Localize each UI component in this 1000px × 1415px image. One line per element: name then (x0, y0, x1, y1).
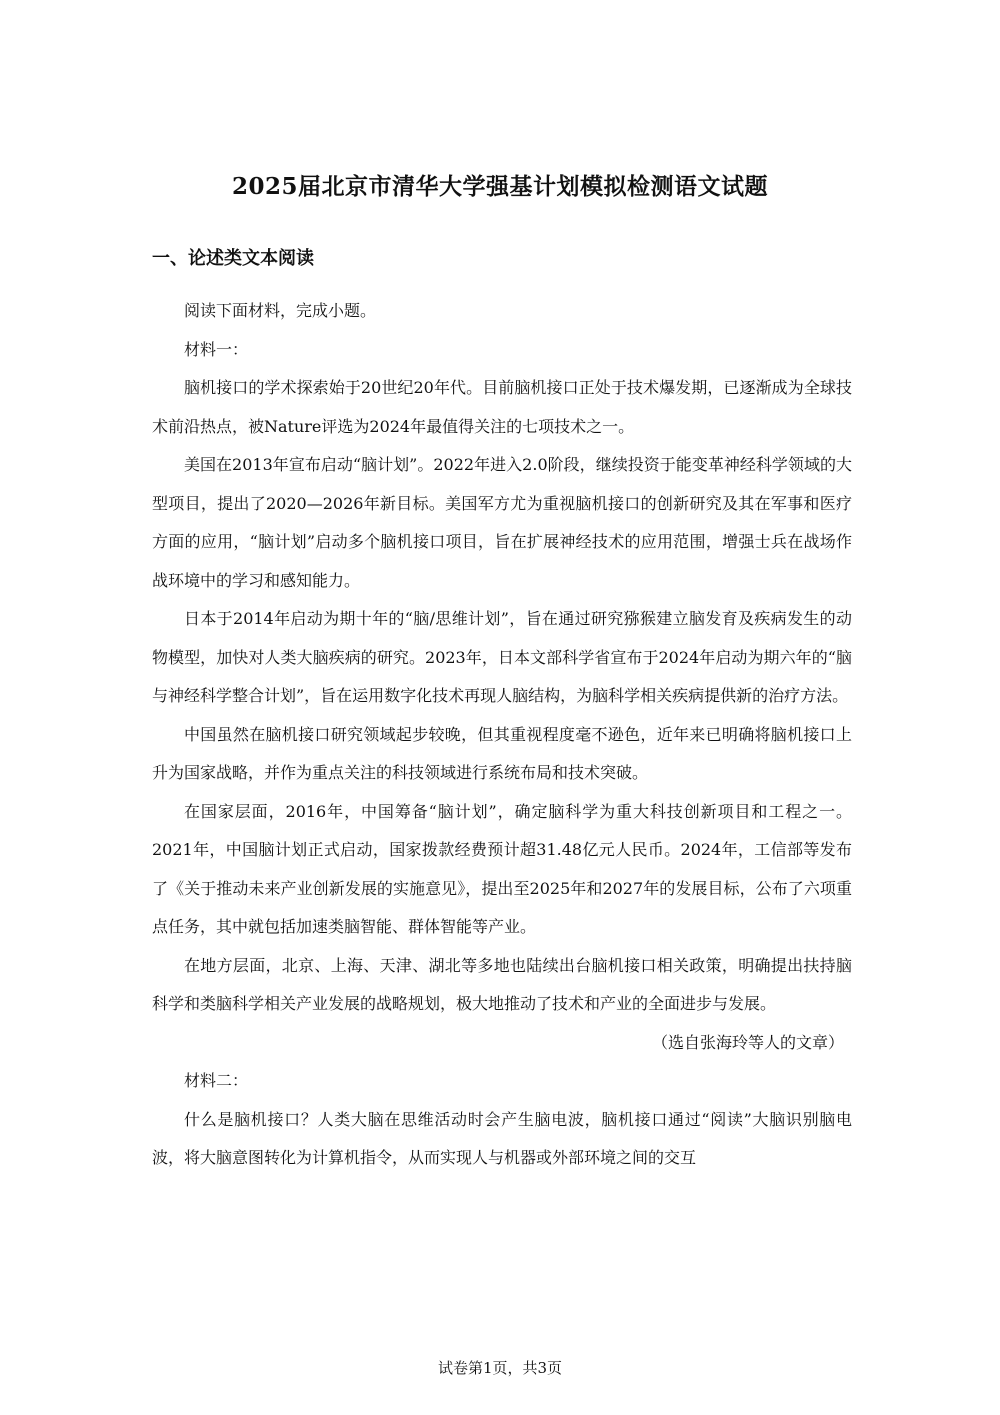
material-two-label: 材料二： (184, 1071, 249, 1090)
paragraph: 在国家层面，2016年，中国筹备“脑计划”，确定脑科学为重大科技创新项目和工程之一。2021年，中国脑计划正式启动，国家拨款经费预计超31.48亿元人民币。2024年，工信部等发布了《关于推动未来产业创新发展的实施意见》，提出至2025年和2027年的发展目标，公布了六项重点任务，其中就包括加速类脑智能、群体智能等产业。 (152, 801, 852, 936)
paragraph: 日本于2014年启动为期十年的“脑/思维计划”，旨在通过研究猕猴建立脑发育及疾病发生的动物模型，加快对人类大脑疾病的研究。2023年，日本文部科学省宣布于2024年启动为期六年的“脑与神经科学整合计划”，旨在运用数字化技术再现人脑结构，为脑科学相关疾病提供新的治疗方法。 (152, 609, 852, 705)
paragraph: 中国虽然在脑机接口研究领域起步较晚，但其重视程度毫不逊色，近年来已明确将脑机接口上升为国家战略，并作为重点关注的科技领域进行系统布局和技术突破。 (152, 724, 852, 782)
material-one-label: 材料一： (184, 339, 249, 359)
instruction-text: 阅读下面材料，完成小题。 (184, 301, 377, 320)
document-title: 2025届北京市清华大学强基计划模拟检测语文试题 (231, 173, 768, 200)
source-citation: （选自张海玲等人的文章） (651, 1032, 844, 1052)
paragraph: 脑机接口的学术探索始于20世纪20年代。目前脑机接口正处于技术爆发期，已逐渐成为全球技术前沿热点，被Nature评选为2024年最值得关注的七项技术之一。 (152, 378, 852, 436)
reading-passage (152, 292, 852, 1178)
page-footer: 试卷第1页，共3页 (437, 1359, 563, 1377)
paragraph: 什么是脑机接口？人类大脑在思维活动时会产生脑电波，脑机接口通过“阅读”大脑识别脑电波，将大脑意图转化为计算机指令，从而实现人与机器或外部环境之间的交互 (152, 1109, 852, 1167)
paragraph: 美国在2013年宣布启动“脑计划”。2022年进入2.0阶段，继续投资于能变革神经科学领域的大型项目，提出了2020—2026年新目标。美国军方尤为重视脑机接口的创新研究及其在军事和医疗方面的应用，“脑计划”启动多个脑机接口项目，旨在扩展神经技术的应用范围，增强士兵在战场作战环境中的学习和感知能力。 (152, 455, 852, 590)
paragraph: 在地方层面，北京、上海、天津、湖北等多地也陆续出台脑机接口相关政策，明确提出扶持脑科学和类脑科学相关产业发展的战略规划，极大地推动了技术和产业的全面进步与发展。 (152, 955, 852, 1013)
section-heading: 一、论述类文本阅读 (152, 248, 314, 269)
